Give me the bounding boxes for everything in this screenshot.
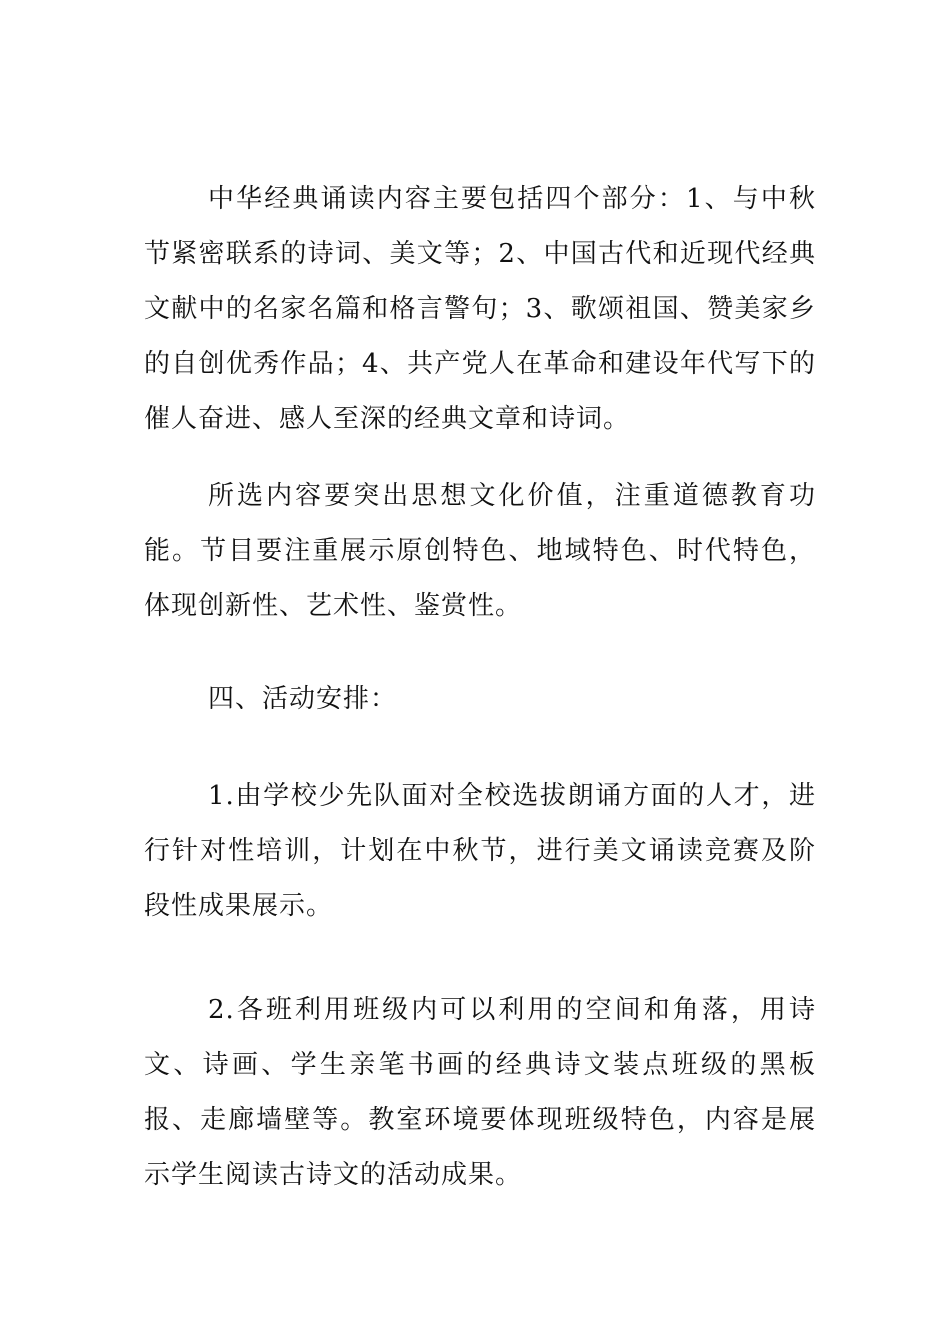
paragraph-item-1: 1.由学校少先队面对全校选拔朗诵方面的人才，进行针对性培训，计划在中秋节，进行美文诵读竞赛及阶段性成果展示。 — [144, 781, 816, 921]
section-heading-activity-arrangement: 四、活动安排： — [208, 684, 398, 714]
paragraph-recitation-content: 中华经典诵读内容主要包括四个部分：1、与中秋节紧密联系的诗词、美文等；2、中国古代和近现代经典文献中的名家名篇和格言警句；3、歌颂祖国、赞美家乡的自创优秀作品；4、共产党人在革命和建设年代写下的催人奋进、感人至深的经典文章和诗词。 — [144, 184, 816, 434]
paragraph-item-2: 2.各班利用班级内可以利用的空间和角落，用诗文、诗画、学生亲笔书画的经典诗文装点班级的黑板报、走廊墙壁等。教室环境要体现班级特色，内容是展示学生阅读古诗文的活动成果。 — [144, 995, 816, 1190]
paragraph-content-requirements: 所选内容要突出思想文化价值，注重道德教育功能。节目要注重展示原创特色、地域特色、时代特色，体现创新性、艺术性、鉴赏性。 — [144, 481, 816, 621]
